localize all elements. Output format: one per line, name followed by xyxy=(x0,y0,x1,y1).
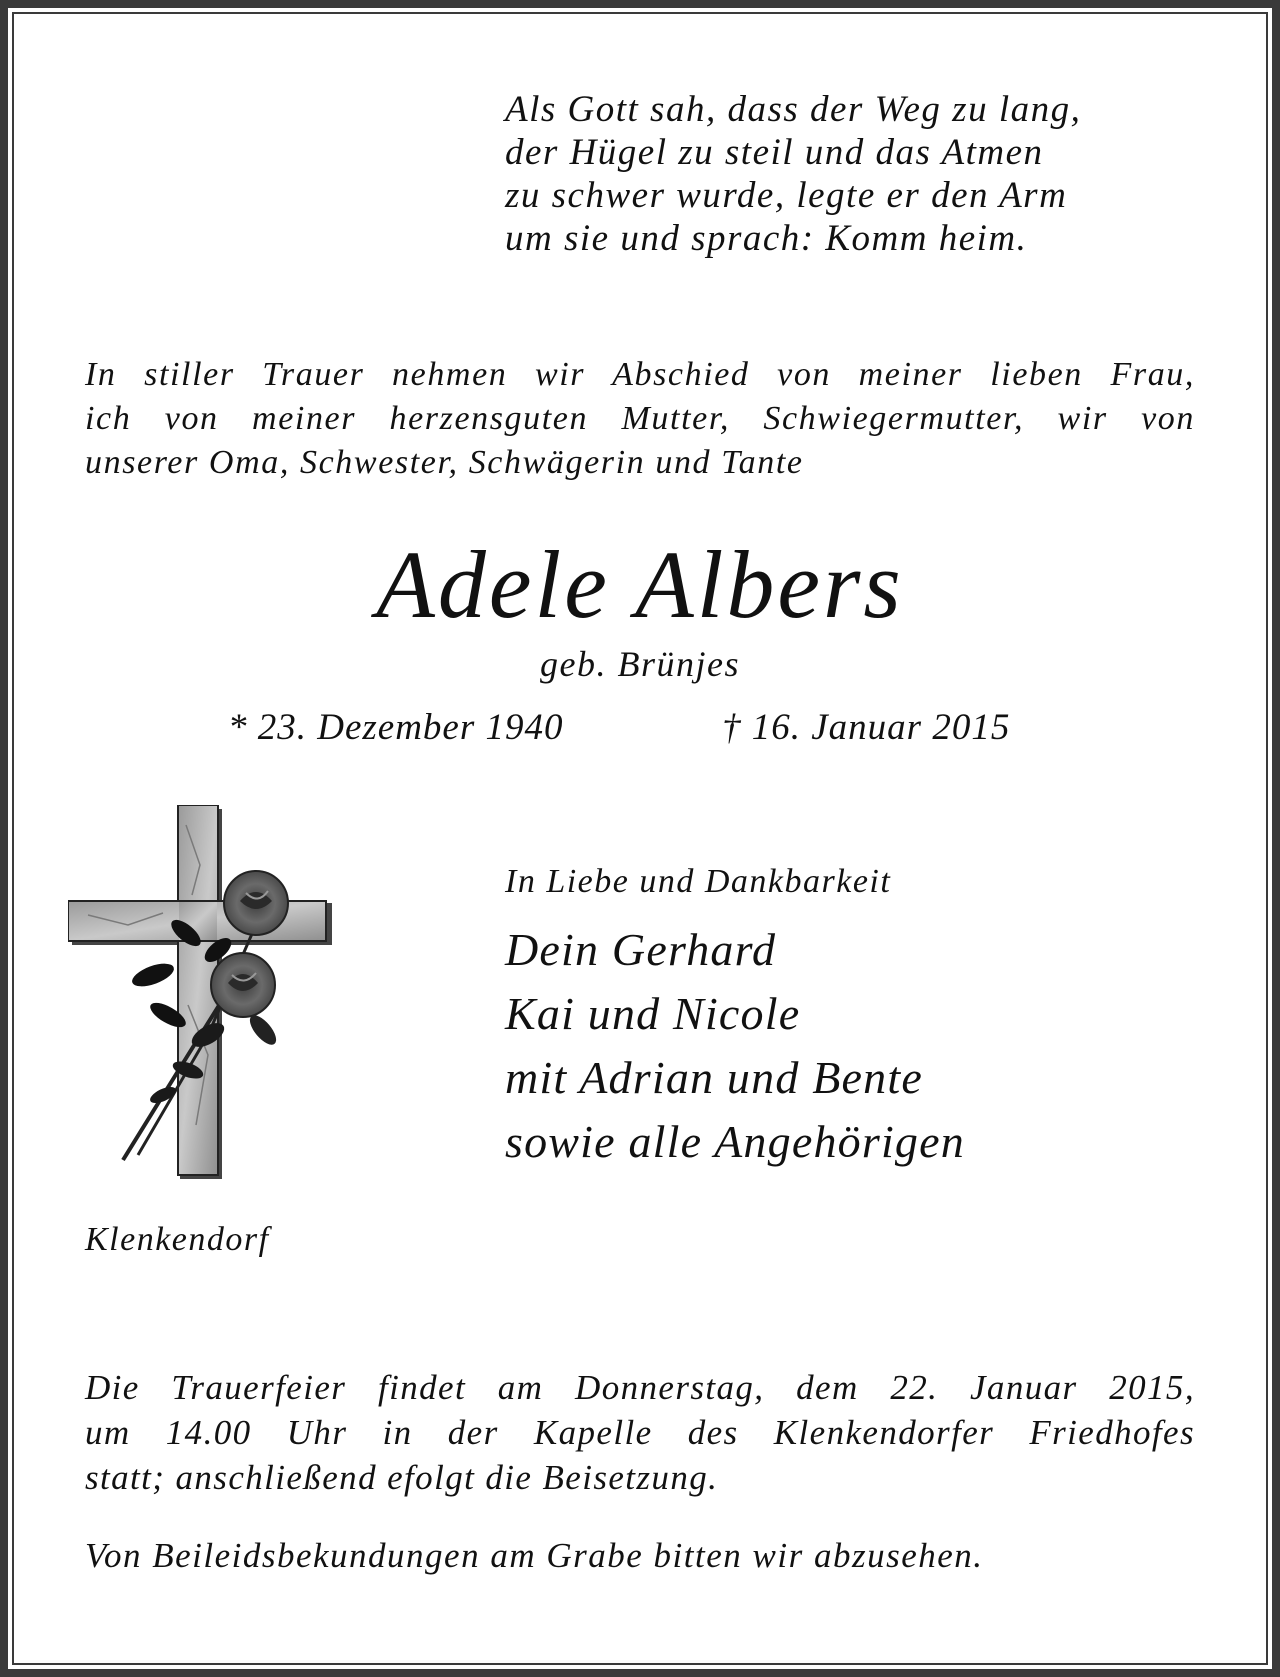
service-text xyxy=(85,1365,1195,1500)
place-name: Klenkendorf xyxy=(85,1221,270,1258)
intro-line: ich von meiner herzensguten Mutter, Schwiegermutter, wir von xyxy=(85,400,1195,437)
intro-line: In stiller Trauer nehmen wir Abschied von meiner lieben Frau, xyxy=(85,356,1195,393)
poem-line: um sie und sprach: Komm heim. xyxy=(505,218,1028,259)
poem-line: zu schwer wurde, legte er den Arm xyxy=(505,175,1068,216)
condolence-request: Von Beileidsbekundungen am Grabe bitten wir abzusehen. xyxy=(85,1536,984,1575)
service-line: Die Trauerfeier findet am Donnerstag, dem 22. Januar 2015, xyxy=(85,1368,1195,1407)
cross-with-roses-icon xyxy=(68,805,333,1180)
mourner-name: Dein Gerhard xyxy=(505,924,777,975)
maiden-name: geb. Brünjes xyxy=(540,644,740,684)
intro-text xyxy=(85,353,1195,485)
poem xyxy=(505,88,1081,260)
intro-line: unserer Oma, Schwester, Schwägerin und Tante xyxy=(85,444,804,481)
poem-line: Als Gott sah, dass der Weg zu lang, xyxy=(505,89,1082,130)
service-line: statt; anschließend efolgt die Beisetzung. xyxy=(85,1458,719,1497)
mourners-list xyxy=(505,918,965,1174)
service-line: um 14.00 Uhr in der Kapelle des Klenkendorfer Friedhofes xyxy=(85,1413,1195,1452)
mourner-name: mit Adrian und Bente xyxy=(505,1052,923,1103)
birth-date: * 23. Dezember 1940 xyxy=(228,707,564,748)
poem-line: der Hügel zu steil und das Atmen xyxy=(505,132,1044,173)
deceased-name: Adele Albers xyxy=(376,531,904,638)
death-date: † 16. Januar 2015 xyxy=(722,707,1011,748)
mourners-heading: In Liebe und Dankbarkeit xyxy=(505,863,892,900)
mourner-name: sowie alle Angehörigen xyxy=(505,1116,965,1167)
mourner-name: Kai und Nicole xyxy=(505,988,801,1039)
